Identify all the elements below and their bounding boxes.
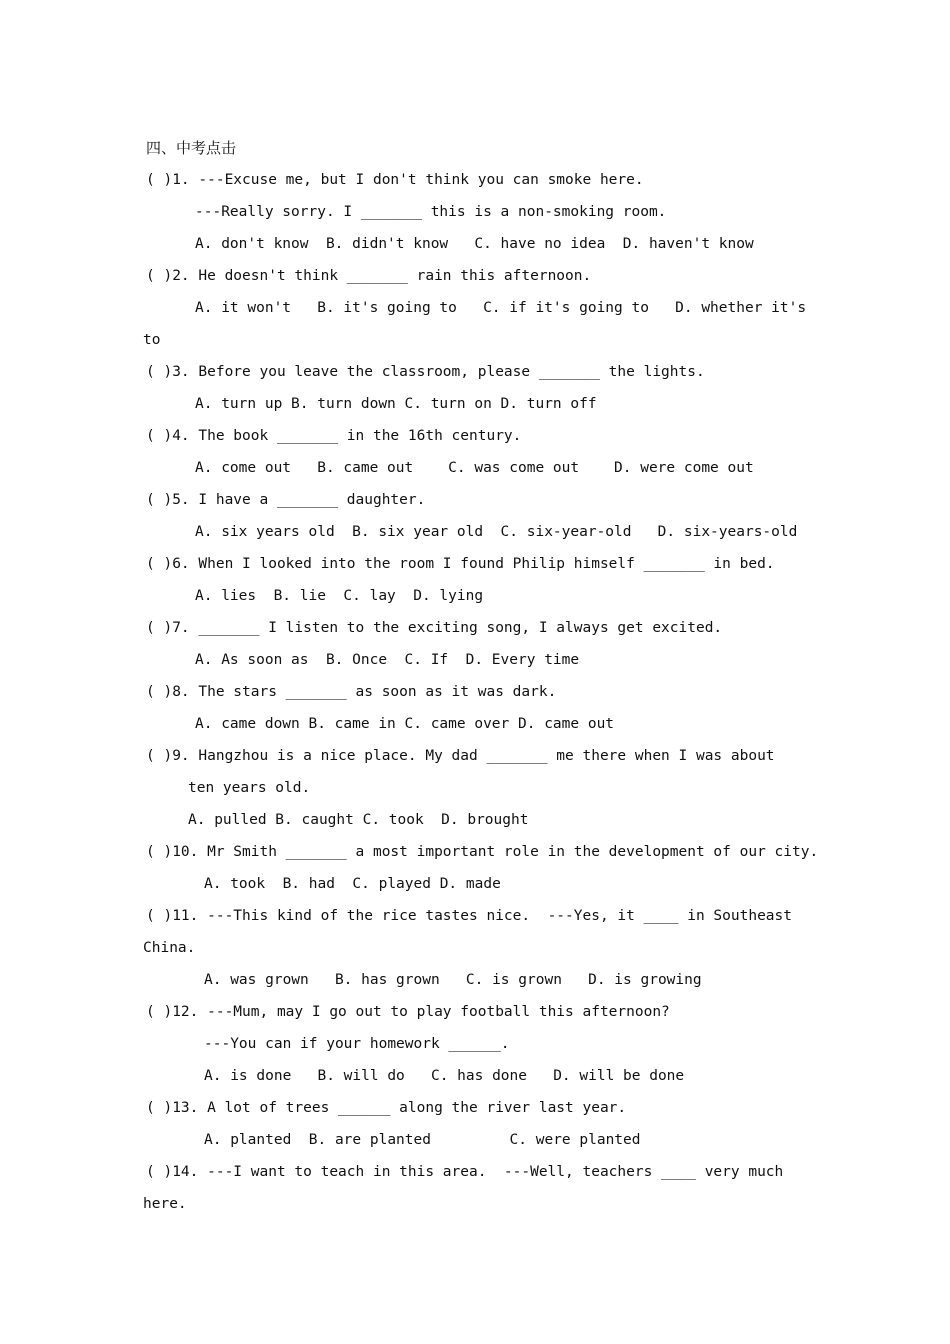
question-4-options: A. come out B. came out C. was come out D. were come out xyxy=(195,460,754,476)
question-2-options: A. it won't B. it's going to C. if it's going to D. whether it's xyxy=(195,300,807,316)
question-9-wrap: ten years old. xyxy=(188,780,311,796)
question-5-options: A. six years old B. six year old C. six-year-old D. six-years-old xyxy=(195,524,798,540)
question-6: ( )6. When I looked into the room I found Philip himself _______ in bed. xyxy=(146,556,775,572)
question-4: ( )4. The book _______ in the 16th century. xyxy=(146,428,522,444)
question-8-options: A. came down B. came in C. came over D. came out xyxy=(195,716,615,732)
question-11: ( )11. ---This kind of the rice tastes nice. ---Yes, it ____ in Southeast xyxy=(146,908,793,924)
question-9: ( )9. Hangzhou is a nice place. My dad _______ me there when I was about xyxy=(146,748,775,764)
question-10: ( )10. Mr Smith _______ a most important role in the development of our city. xyxy=(146,844,819,860)
question-12-reply: ---You can if your homework ______. xyxy=(204,1036,510,1052)
question-10-options: A. took B. had C. played D. made xyxy=(204,876,501,892)
question-11-options: A. was grown B. has grown C. is grown D. is growing xyxy=(204,972,702,988)
question-2: ( )2. He doesn't think _______ rain this afternoon. xyxy=(146,268,592,284)
question-8: ( )8. The stars _______ as soon as it was dark. xyxy=(146,684,557,700)
question-7: ( )7. _______ I listen to the exciting song, I always get excited. xyxy=(146,620,723,636)
question-1-reply: ---Really sorry. I _______ this is a non-smoking room. xyxy=(195,204,667,220)
question-6-options: A. lies B. lie C. lay D. lying xyxy=(195,588,484,604)
question-13-options: A. planted B. are planted C. were planted xyxy=(204,1132,641,1148)
question-3-options: A. turn up B. turn down C. turn on D. turn off xyxy=(195,396,597,412)
question-5: ( )5. I have a _______ daughter. xyxy=(146,492,426,508)
question-9-options: A. pulled B. caught C. took D. brought xyxy=(188,812,529,828)
question-3: ( )3. Before you leave the classroom, please _______ the lights. xyxy=(146,364,705,380)
question-13: ( )13. A lot of trees ______ along the river last year. xyxy=(146,1100,627,1116)
question-12-options: A. is done B. will do C. has done D. will be done xyxy=(204,1068,685,1084)
section-title: 四、中考点击 xyxy=(146,139,237,157)
question-1-options: A. don't know B. didn't know C. have no idea D. haven't know xyxy=(195,236,754,252)
question-12: ( )12. ---Mum, may I go out to play football this afternoon? xyxy=(146,1004,670,1020)
question-11-wrap: China. xyxy=(143,940,196,956)
question-14: ( )14. ---I want to teach in this area. ---Well, teachers ____ very much xyxy=(146,1164,784,1180)
question-1: ( )1. ---Excuse me, but I don't think you can smoke here. xyxy=(146,172,644,188)
question-2-options-wrap: to xyxy=(143,332,161,348)
question-7-options: A. As soon as B. Once C. If D. Every time xyxy=(195,652,580,668)
question-14-wrap: here. xyxy=(143,1196,187,1212)
